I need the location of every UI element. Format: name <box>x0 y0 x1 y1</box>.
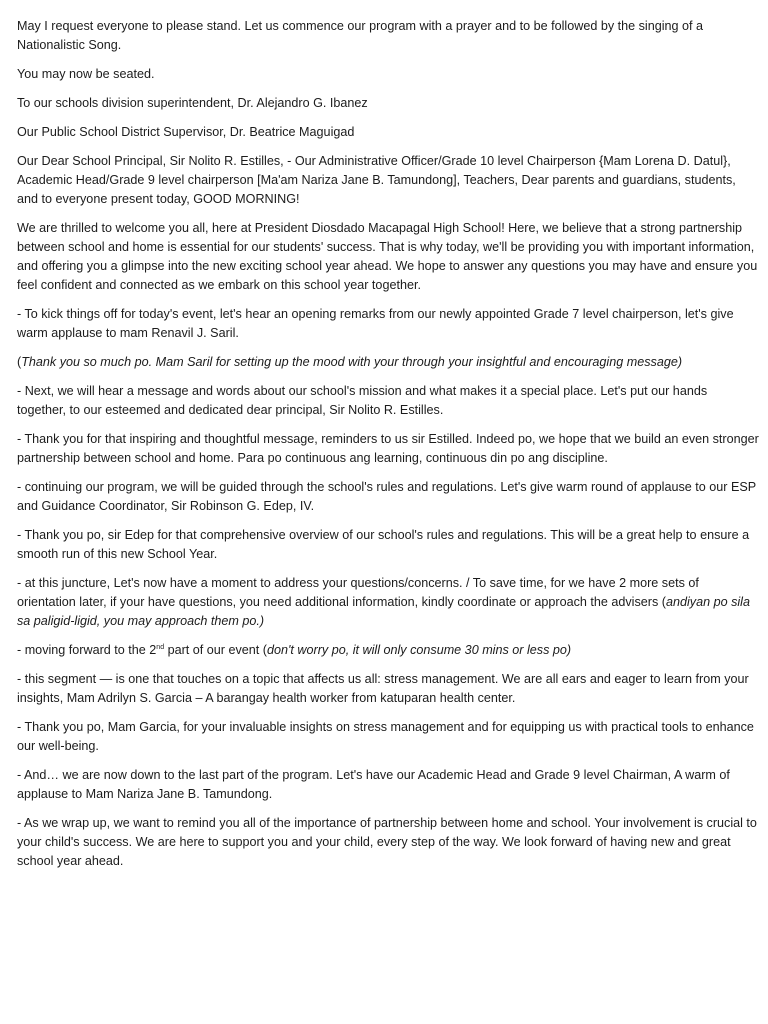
paragraph-district-supervisor: Our Public School District Supervisor, Dr. Beatrice Maguigad <box>17 125 355 139</box>
ordinal-superscript: nd <box>156 644 165 651</box>
paragraph-superintendent: To our schools division superintendent, Dr. Alejandro G. Ibanez <box>17 96 368 110</box>
program-script-document <box>17 17 759 881</box>
italic-advisers-note: andiyan po sila sa paligid-ligid, you may approach them po.) <box>17 595 750 628</box>
paragraph-last-part: - And… we are now down to the last part of the program. Let's have our Academic Head and Grade 9 level Chairman, A warm of applause to Mam Nariza Jane B. Tamundong. <box>17 768 730 801</box>
italic-time-note: don't worry po, it will only consume 30 mins or less po) <box>267 643 572 657</box>
questions-text: - at this juncture, Let's now have a moment to address your questions/concerns. / To save time, for we have 2 more sets of orientation later, if your have questions, you need additional information, kindly coordinate or approach the advisers ( <box>17 576 699 609</box>
paragraph-thanks-edep: - Thank you po, sir Edep for that comprehensive overview of our school's rules and regulations. This will be a great help to ensure a smooth run of this new School Year. <box>17 528 750 561</box>
paragraph-wrap-up: - As we wrap up, we want to remind you all of the importance of partnership between home and school. Your involvement is crucial to your child's success. We are here to support you and your child, every step of the way. We look forward of having new and great school year ahead. <box>17 816 757 868</box>
second-part-text: - moving forward to the 2 <box>17 643 157 657</box>
paragraph-thanks-saril <box>17 353 759 372</box>
paragraph-rules-regulations: - continuing our program, we will be guided through the school's rules and regulations. Let's give warm round of applause to our ESP and Guidance Coordinator, Sir Robinson G. Edep, IV. <box>17 480 756 513</box>
paragraph-questions <box>17 574 759 631</box>
paragraph-greetings: Our Dear School Principal, Sir Nolito R. Estilles, - Our Administrative Officer/Grade 10 level Chairperson {Mam Lorena D. Datul}, Academic Head/Grade 9 level chairperson [Ma'am Nariza Jane B. Tamundong], Teachers, Dear parents and guardians, students, and to everyone present today, GOOD MORNING! <box>17 154 736 206</box>
paragraph-opening-remarks: - To kick things off for today's event, let's hear an opening remarks from our newly appointed Grade 7 level chairperson, let's give warm applause to mam Renavil J. Saril. <box>17 307 734 340</box>
paragraph-thanks-principal: - Thank you for that inspiring and thoughtful message, reminders to us sir Estilled. Indeed po, we hope that we build an even stronger partnership between school and home. Para po continuous ang learning, continuous din po ang discipline. <box>17 432 759 465</box>
paragraph-thanks-garcia: - Thank you po, Mam Garcia, for your invaluable insights on stress management and for equipping us with practical tools to enhance our well-being. <box>17 720 754 753</box>
italic-thanks-saril: Thank you so much po. Mam Saril for setting up the mood with your through your insightful and encouraging message) <box>21 355 683 369</box>
paragraph-principal-message: - Next, we will hear a message and words about our school's mission and what makes it a special place. Let's put our hands together, to our esteemed and dedicated dear principal, Sir Nolito R. Estilles. <box>17 384 708 417</box>
open-paren: ( <box>17 355 22 369</box>
paragraph-welcome: We are thrilled to welcome you all, here at President Diosdado Macapagal High School! Here, we believe that a strong partnership between school and home is essential for our students' success. That is why today, we'll be providing you with important information, and offering you a glimpse into the new exciting school year ahead. We hope to answer any questions you may have and ensure you feel confident and connected as we embark on this school year together. <box>17 221 758 292</box>
paragraph-stress-management: - this segment — is one that touches on a topic that affects us all: stress management. We are all ears and eager to learn from your insights, Mam Adrilyn S. Garcia – A barangay health worker from katuparan health center. <box>17 672 749 705</box>
paragraph-second-part <box>17 641 759 660</box>
paragraph-be-seated: You may now be seated. <box>17 67 155 81</box>
paragraph-opening-prayer: May I request everyone to please stand. Let us commence our program with a prayer and to be followed by the singing of a Nationalistic Song. <box>17 19 704 52</box>
second-part-mid: part of our event ( <box>164 643 267 657</box>
